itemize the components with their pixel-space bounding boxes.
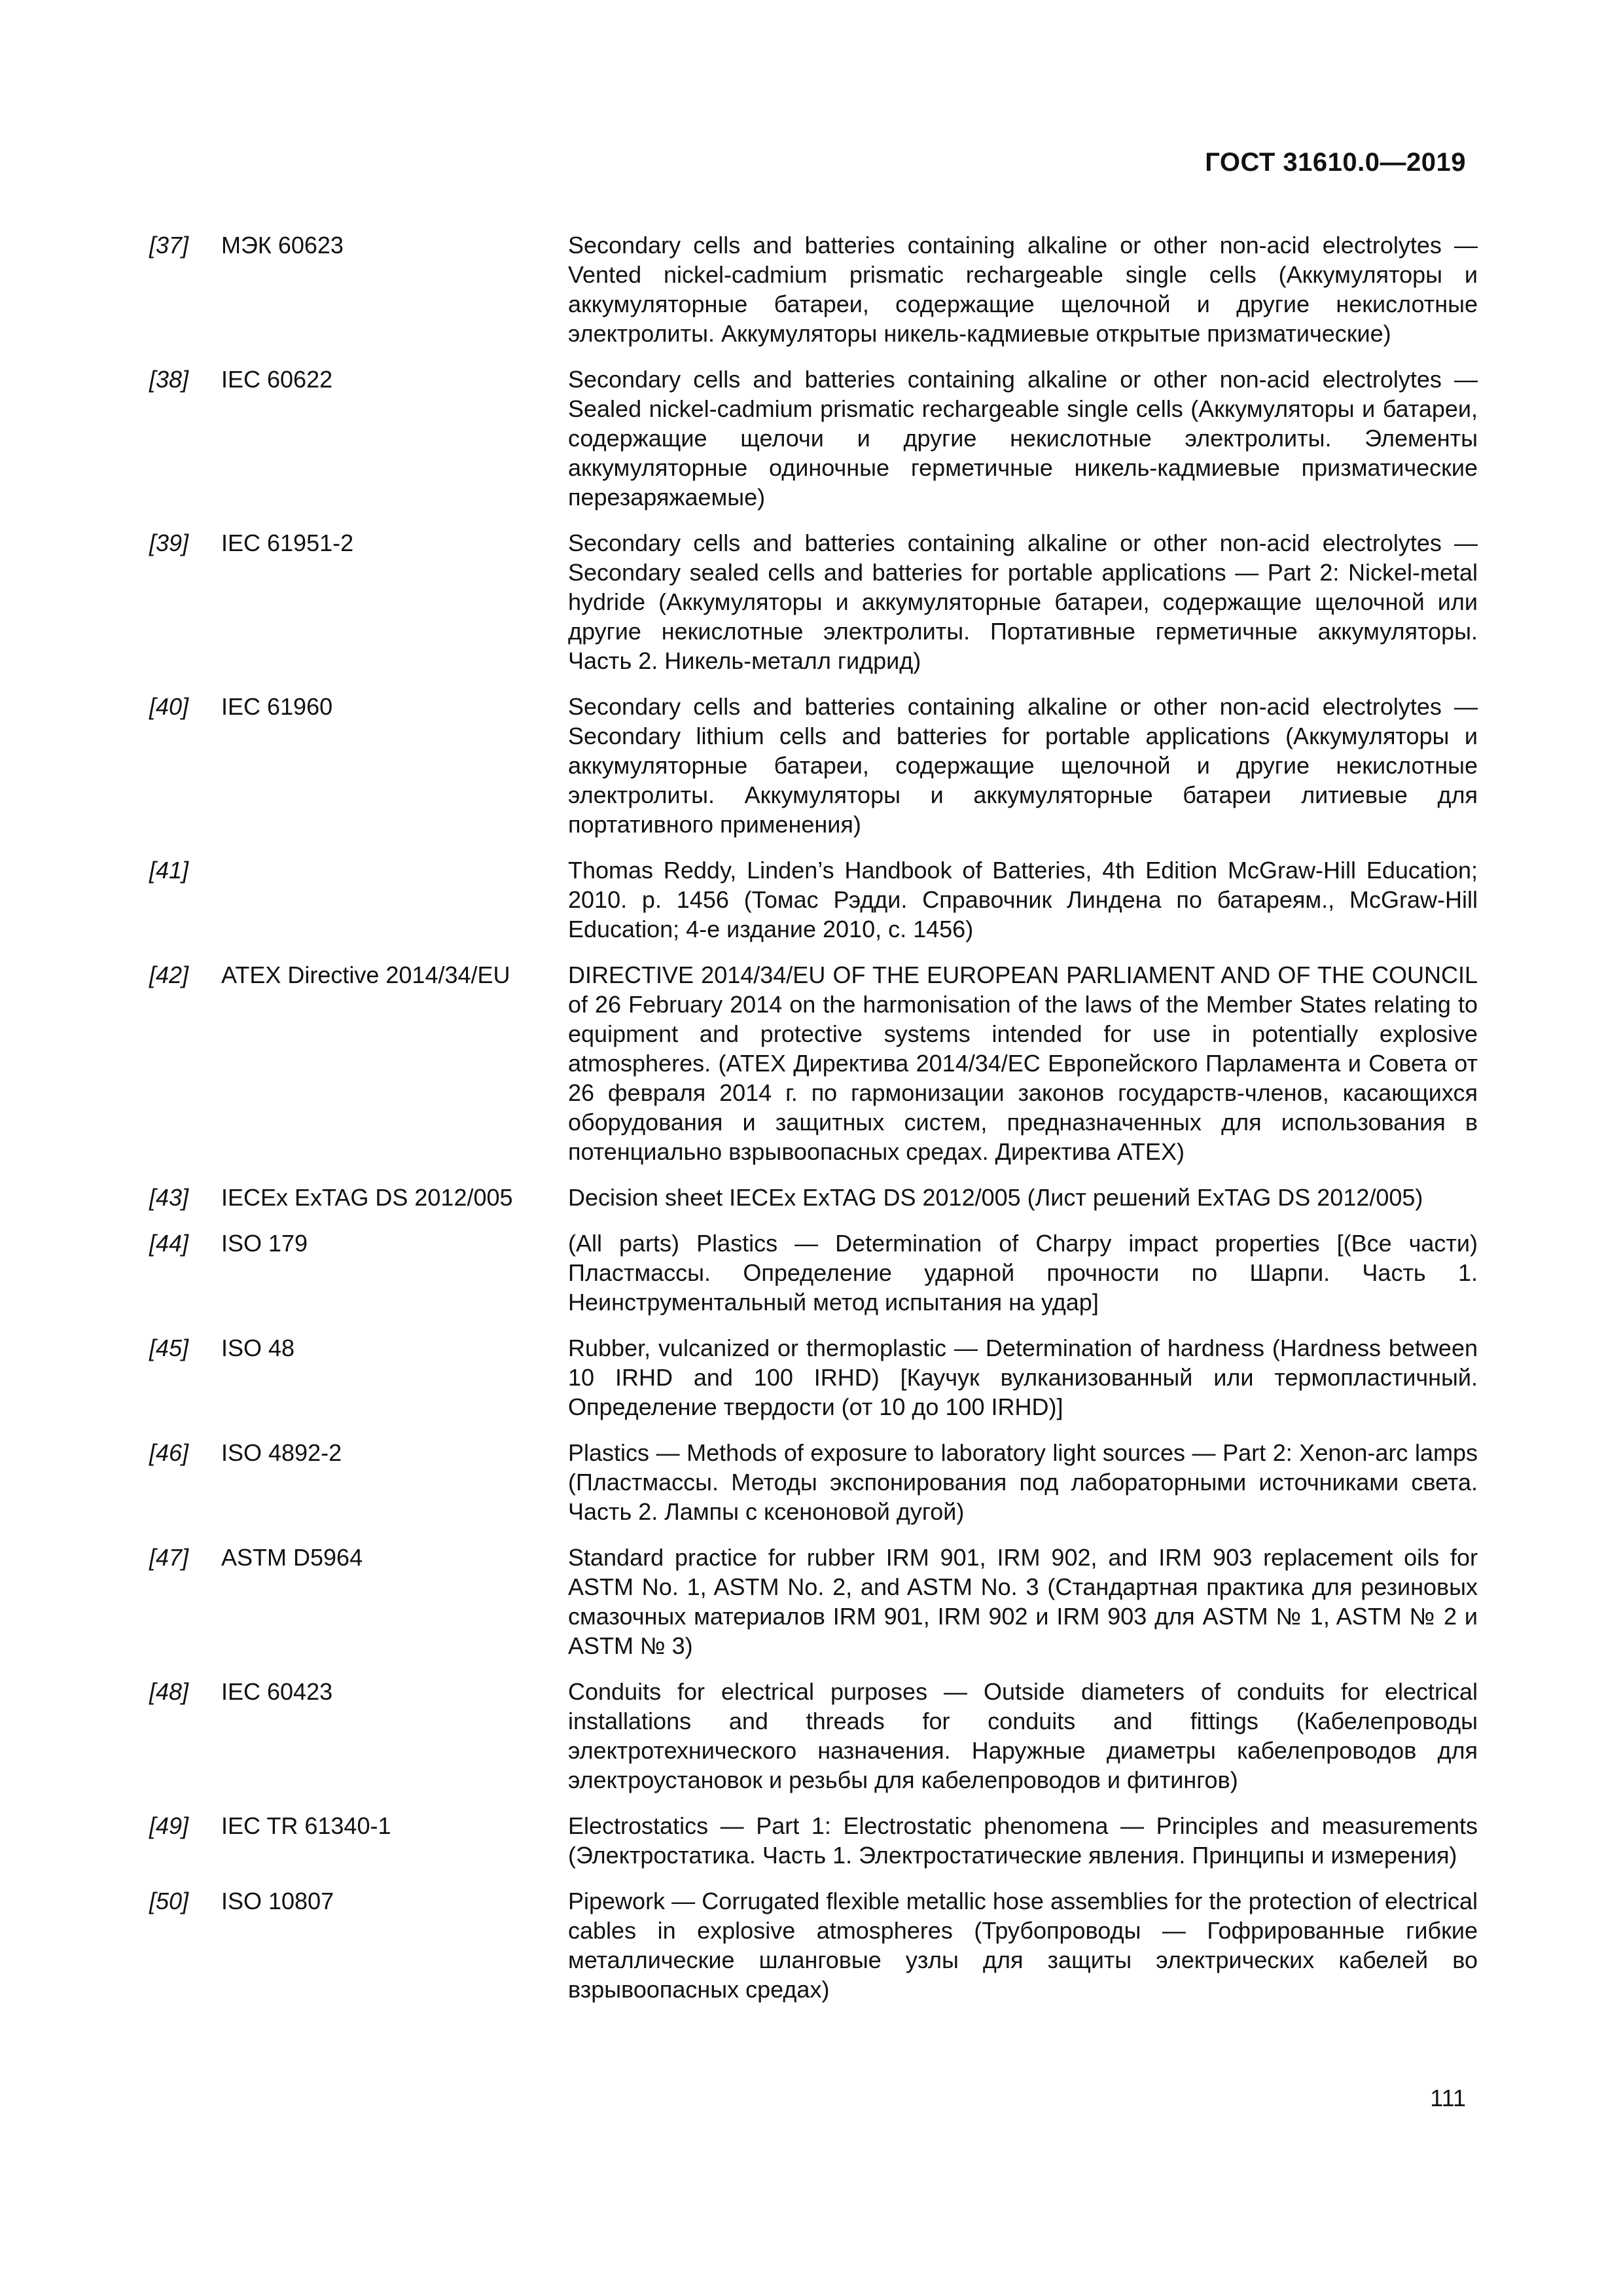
entry-designation: МЭК 60623 (221, 232, 344, 259)
entry-number: [47] (149, 1544, 189, 1571)
entry-title: Plastics — Methods of exposure to laboratory light sources — Part 2: Xenon-arc lamps (Пластмассы. Методы экспонирования под лабораторными источниками света. Часть 2. Лампы с ксеноновой дугой) (568, 1439, 1478, 1525)
entry-designation: IECEx ExTAG DS 2012/005 (221, 1184, 513, 1211)
bibliography-entry (149, 365, 1478, 512)
entry-number: [48] (149, 1678, 189, 1705)
entry-designation: ATEX Directive 2014/34/EU (221, 961, 510, 988)
entry-number: [41] (149, 857, 189, 884)
entry-title: Secondary cells and batteries containing alkaline or other non-acid electrolytes — Vented nickel-cadmium prismatic rechargeable single cells (Аккумуляторы и аккумуляторные батареи, содержащие щелочной и другие некислотные электролиты. Аккумуляторы никель-кадмиевые открытые призматические) (568, 232, 1478, 347)
entry-title: Secondary cells and batteries containing alkaline or other non-acid electrolytes — Sealed nickel-cadmium prismatic rechargeable single cells (Аккумуляторы и батареи, содержащие щелочи и другие некислотные электролиты. Элементы аккумуляторные одиночные герметичные никель-кадмиевые призматические перезаряжаемые) (568, 366, 1478, 511)
bibliography-entry (149, 1229, 1478, 1317)
bibliography-entry (149, 1183, 1478, 1212)
entry-title: Rubber, vulcanized or thermoplastic — Determination of hardness (Hardness between 10 IRHD and 100 IRHD) [Каучук вулканизованный или термопластичный. Определение твердости (от 10 до 100 IRHD)] (568, 1335, 1478, 1420)
entry-designation: IEC 61960 (221, 693, 333, 720)
standard-designation: ГОСТ 31610.0—2019 (1205, 148, 1466, 177)
entry-number: [49] (149, 1812, 189, 1839)
bibliography-entry (149, 230, 1478, 348)
entry-designation: IEC TR 61340-1 (221, 1812, 391, 1839)
entry-title: (All parts) Plastics — Determination of Charpy impact properties [(Все части) Пластмассы. Определение ударной прочности по Шарпи. Часть 1. Неинструментальный метод испытания на удар] (568, 1230, 1478, 1316)
entry-title: Electrostatics — Part 1: Electrostatic phenomena — Principles and measurements (Электростатика. Часть 1. Электростатические явления. Принципы и измерения) (568, 1812, 1478, 1869)
entry-number: [38] (149, 366, 189, 393)
entry-title: Standard practice for rubber IRM 901, IRM 902, and IRM 903 replacement oils for ASTM No. 1, ASTM No. 2, and ASTM No. 3 (Стандартная практика для резиновых смазочных материалов IRM 901, IRM 902 и IRM 903 для ASTM № 1, ASTM № 2 и ASTM № 3) (568, 1544, 1478, 1659)
entry-number: [42] (149, 961, 189, 988)
entry-number: [40] (149, 693, 189, 720)
entry-number: [50] (149, 1888, 189, 1914)
bibliography-entry (149, 1543, 1478, 1660)
entry-title: Thomas Reddy, Linden’s Handbook of Batteries, 4th Edition McGraw-Hill Education; 2010. p. 1456 (Томас Рэдди. Справочник Линдена по батареям., McGraw-Hill Education; 4-е издание 2010, с. 1456) (568, 857, 1478, 942)
bibliography-entry (149, 1886, 1478, 2004)
bibliography-entry (149, 692, 1478, 839)
entry-title: Pipework — Corrugated flexible metallic hose assemblies for the protection of electrical cables in explosive atmospheres (Трубопроводы — Гофрированные гибкие металлические шланговые узлы для защиты электрических кабелей во взрывоопасных средах) (568, 1888, 1478, 2003)
entry-designation: IEC 60423 (221, 1678, 333, 1705)
bibliography-entry (149, 1811, 1478, 1870)
bibliography-entry (149, 855, 1478, 944)
page-number: 111 (1430, 2085, 1466, 2111)
entry-designation: ISO 179 (221, 1230, 308, 1257)
bibliography-entry (149, 528, 1478, 675)
entry-designation: IEC 60622 (221, 366, 333, 393)
bibliography-list (149, 230, 1478, 2020)
entry-designation: ISO 48 (221, 1335, 295, 1361)
entry-number: [44] (149, 1230, 189, 1257)
entry-designation: ASTM D5964 (221, 1544, 363, 1571)
entry-number: [37] (149, 232, 189, 259)
bibliography-entry (149, 1677, 1478, 1795)
entry-designation: ISO 10807 (221, 1888, 334, 1914)
entry-title: Secondary cells and batteries containing alkaline or other non-acid electrolytes — Secondary sealed cells and batteries for portable applications — Part 2: Nickel-metal hydride (Аккумуляторы и аккумуляторные батареи, содержащие щелочной или другие некислотные электролиты. Портативные герметичные аккумуляторы. Часть 2. Никель-металл гидрид) (568, 529, 1478, 674)
entry-title: Conduits for electrical purposes — Outside diameters of conduits for electrical installations and threads for conduits and fittings (Кабелепроводы электротехнического назначения. Наружные диаметры кабелепроводов для электроустановок и резьбы для кабелепроводов и фитингов) (568, 1678, 1478, 1793)
bibliography-entry (149, 1333, 1478, 1422)
entry-number: [39] (149, 529, 189, 556)
entry-number: [43] (149, 1184, 189, 1211)
entry-designation: ISO 4892-2 (221, 1439, 342, 1466)
bibliography-entry (149, 960, 1478, 1166)
bibliography-entry (149, 1438, 1478, 1526)
entry-title: Secondary cells and batteries containing alkaline or other non-acid electrolytes — Secondary lithium cells and batteries for portable applications (Аккумуляторы и аккумуляторные батареи, содержащие щелочной и другие некислотные электролиты. Аккумуляторы и аккумуляторные батареи литиевые для портативного применения) (568, 693, 1478, 838)
entry-number: [45] (149, 1335, 189, 1361)
entry-title: DIRECTIVE 2014/34/EU OF THE EUROPEAN PARLIAMENT AND OF THE COUNCIL of 26 February 2014 on the harmonisation of the laws of the Member States relating to equipment and protective systems intended for use in potentially explosive atmospheres. (ATEX Директива 2014/34/ЕС Европейского Парламента и Совета от 26 февраля 2014 г. по гармонизации законов государств-членов, касающихся оборудования и защитных систем, предназначенных для использования в потенциально взрывоопасных средах. Директива ATEX) (568, 961, 1478, 1165)
entry-title: Decision sheet IECEx ExTAG DS 2012/005 (Лист решений ExTAG DS 2012/005) (568, 1184, 1423, 1211)
entry-number: [46] (149, 1439, 189, 1466)
entry-designation: IEC 61951-2 (221, 529, 354, 556)
